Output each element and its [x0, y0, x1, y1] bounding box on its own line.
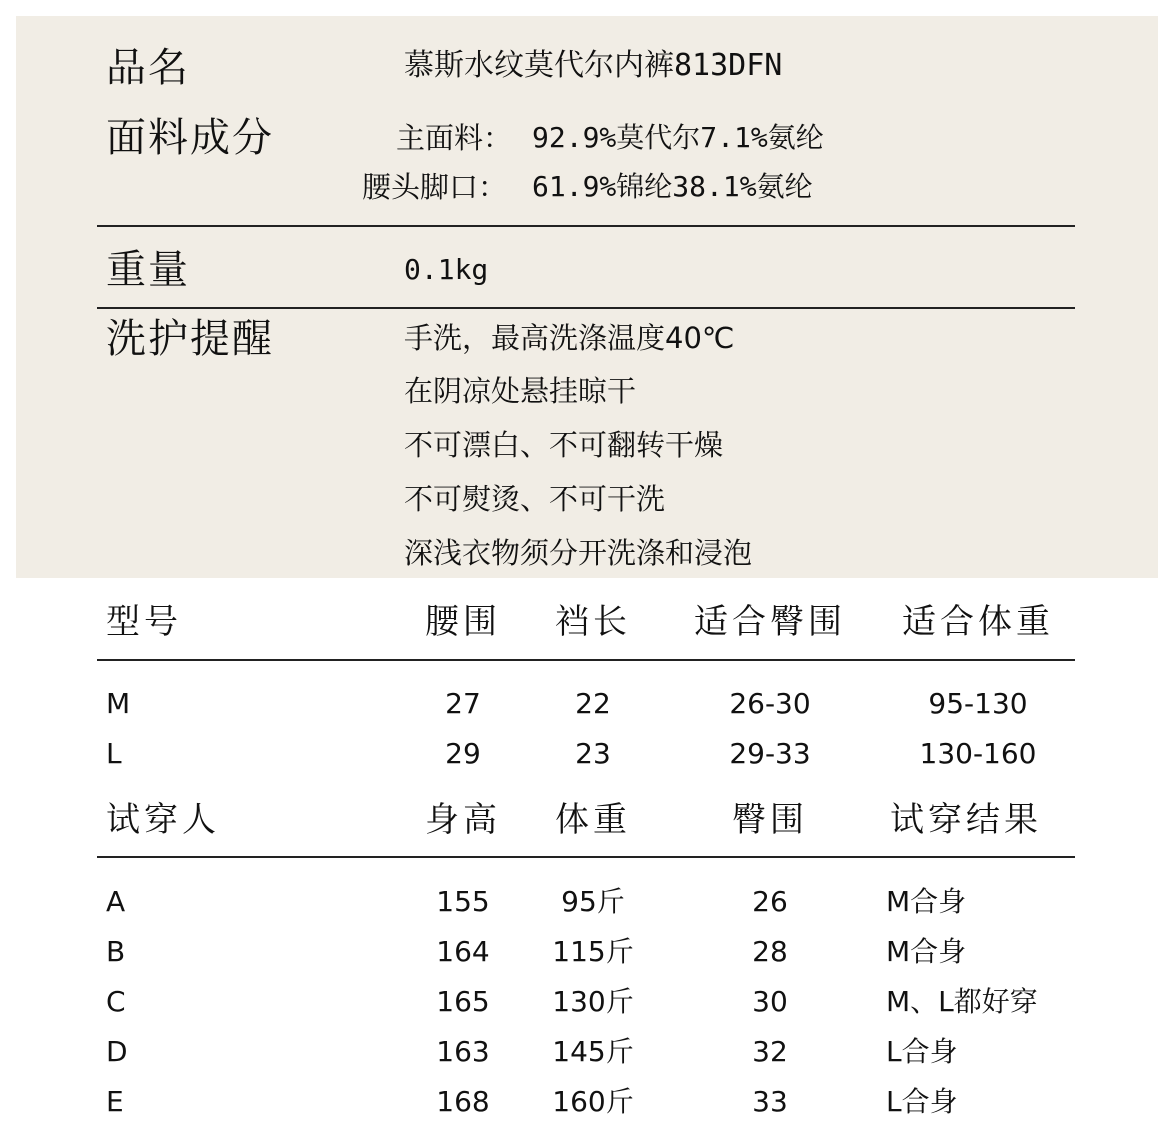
tester-header-hip: 臀围	[732, 800, 808, 840]
fabric-label: 面料成分	[106, 115, 274, 161]
size-header-weight: 适合体重	[902, 602, 1054, 642]
tester-row-person: B	[106, 935, 126, 968]
size-header-hip: 适合臀围	[694, 602, 846, 642]
fabric-main-label: 主面料：	[396, 121, 513, 155]
tester-row-result: M合身	[886, 935, 967, 968]
size-row-rise: 22	[575, 687, 611, 720]
tester-row-hip: 30	[752, 985, 788, 1018]
tester-row-result: L合身	[886, 1085, 958, 1118]
care-item: 手洗，最高洗涤温度40℃	[404, 321, 735, 355]
tester-row-hip: 32	[752, 1035, 788, 1068]
size-row-hip: 26-30	[729, 687, 811, 720]
size-row-rise: 23	[575, 737, 611, 770]
tester-table-rule	[97, 856, 1075, 858]
tester-row-person: A	[106, 885, 126, 918]
size-row-hip: 29-33	[729, 737, 811, 770]
product-name-value: 慕斯水纹莫代尔内裤813DFN	[404, 48, 783, 83]
tester-row-person: C	[106, 985, 126, 1018]
size-row-weight: 130-160	[919, 737, 1037, 770]
size-row-waist: 27	[445, 687, 481, 720]
divider-line	[97, 307, 1075, 309]
size-row-model: L	[106, 737, 122, 770]
size-header-waist: 腰围	[425, 602, 501, 642]
product-name-label: 品名	[106, 45, 190, 91]
weight-label: 重量	[106, 247, 190, 293]
tester-row-weight: 130斤	[552, 985, 634, 1018]
tester-row-person: D	[106, 1035, 128, 1068]
tester-row-weight: 160斤	[552, 1085, 634, 1118]
tester-header-person: 试穿人	[106, 800, 220, 840]
tester-row-height: 163	[436, 1035, 490, 1068]
tester-row-height: 155	[436, 885, 490, 918]
tester-row-result: L合身	[886, 1035, 958, 1068]
size-row-model: M	[106, 687, 131, 720]
tester-row-hip: 33	[752, 1085, 788, 1118]
tester-row-height: 164	[436, 935, 490, 968]
tester-row-result: M、L都好穿	[886, 985, 1038, 1018]
size-row-waist: 29	[445, 737, 481, 770]
divider-line	[97, 225, 1075, 227]
weight-value: 0.1kg	[404, 253, 489, 286]
tester-row-weight: 95斤	[561, 885, 625, 918]
care-item: 不可熨烫、不可干洗	[404, 482, 666, 516]
size-header-rise: 裆长	[555, 602, 631, 642]
tester-row-weight: 145斤	[552, 1035, 634, 1068]
care-label: 洗护提醒	[106, 316, 274, 362]
tester-row-hip: 28	[752, 935, 788, 968]
tester-header-height: 身高	[425, 800, 501, 840]
fabric-waist-label: 腰头脚口：	[362, 170, 508, 204]
size-header-model: 型号	[106, 602, 182, 642]
care-item: 不可漂白、不可翻转干燥	[404, 428, 724, 462]
size-row-weight: 95-130	[928, 687, 1028, 720]
care-item: 深浅衣物须分开洗涤和浸泡	[404, 536, 753, 570]
tester-row-height: 168	[436, 1085, 490, 1118]
tester-row-weight: 115斤	[552, 935, 634, 968]
tester-header-weight: 体重	[555, 800, 631, 840]
tester-row-hip: 26	[752, 885, 788, 918]
care-item: 在阴凉处悬挂晾干	[404, 374, 637, 408]
tester-row-result: M合身	[886, 885, 967, 918]
tester-row-person: E	[106, 1085, 124, 1118]
tester-header-result: 试穿结果	[890, 800, 1042, 840]
tester-row-height: 165	[436, 985, 490, 1018]
fabric-waist-value: 61.9%锦纶38.1%氨纶	[532, 170, 813, 203]
size-table-rule	[97, 659, 1075, 661]
fabric-main-value: 92.9%莫代尔7.1%氨纶	[532, 121, 824, 154]
